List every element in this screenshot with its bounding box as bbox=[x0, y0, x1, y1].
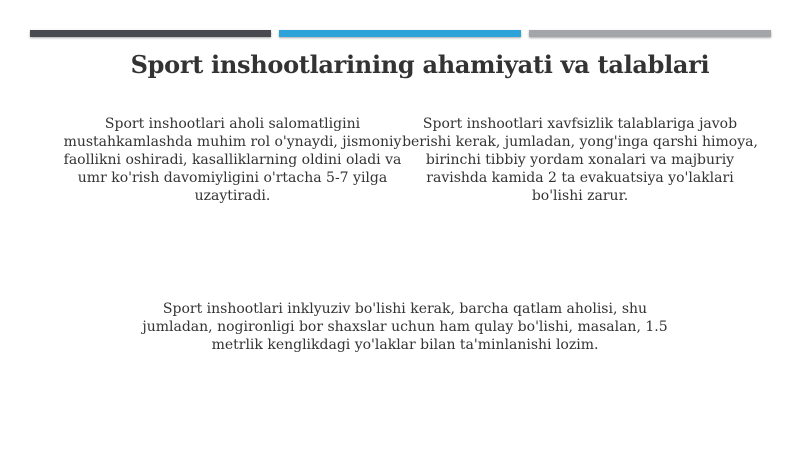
accent-bar-blue bbox=[279, 30, 521, 37]
text-block-health: Sport inshootlari aholi salomatligini mustahkamlashda muhim rol o'ynaydi, jismoniy faollikni oshiradi, kasalliklarning oldini oladi va umr ko'rish davomiyligini o'rtacha 5-7 yilga uzaytiradi. bbox=[63, 116, 402, 204]
accent-bar-gray bbox=[529, 30, 771, 37]
text-block-inclusivity: Sport inshootlari inklyuziv bo'lishi kerak, barcha qatlam aholisi, shu jumladan, nogironligi bor shaxslar uchun ham qulay bo'lishi, masalan, 1.5 metrlik kenglikdagi yo'laklar bilan ta'minlanishi lozim. bbox=[142, 301, 668, 353]
slide-title: Sport inshootlarining ahamiyati va talablari bbox=[130, 50, 710, 79]
accent-bar-dark bbox=[30, 30, 271, 37]
text-block-safety: Sport inshootlari xavfsizlik talablariga javob berishi kerak, jumladan, yong'inga qarshi himoya, birinchi tibbiy yordam xonalari va majburiy ravishda kamida 2 ta evakuatsiya yo'laklari bo'lishi zarur. bbox=[402, 116, 758, 204]
